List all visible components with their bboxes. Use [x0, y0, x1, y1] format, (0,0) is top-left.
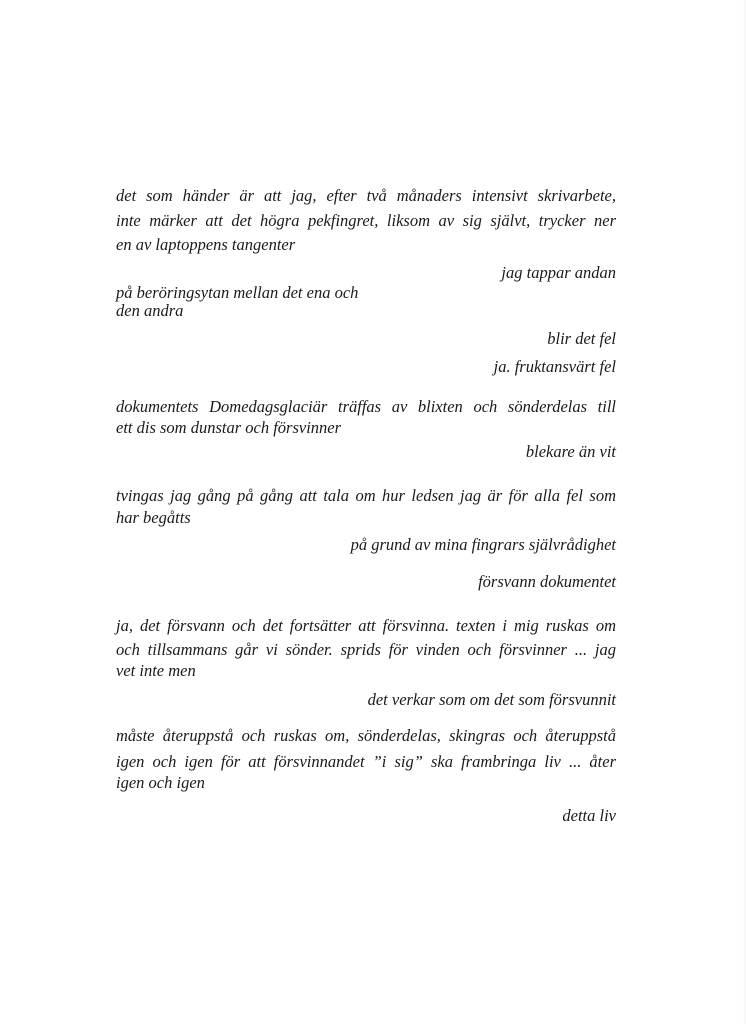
- poem-line: har begåtts: [116, 508, 191, 527]
- poem-line: dokumentets Domedagsglaciär träffas av blixten och sönderdelas till: [116, 397, 616, 416]
- poem-line: igen och igen för att försvinnandet ”i sig” ska frambringa liv ... åter: [116, 752, 616, 771]
- poem-line: inte märker att det högra pekfingret, liksom av sig självt, trycker ner: [116, 211, 616, 230]
- poem-line: igen och igen: [116, 773, 205, 792]
- poem-line: en av laptoppens tangenter: [116, 235, 296, 254]
- poem-line: ja. fruktansvärt fel: [493, 357, 616, 376]
- poem-line: försvann dokumentet: [478, 572, 616, 591]
- poem-line: och tillsammans går vi sönder. sprids för vinden och försvinner ... jag: [116, 640, 616, 659]
- poem-line: det som händer är att jag, efter två månaders intensivt skrivarbete,: [116, 186, 616, 205]
- poem-line: ja, det försvann och det fortsätter att försvinna. texten i mig ruskas om: [116, 616, 616, 635]
- poem-line: detta liv: [562, 806, 616, 825]
- poem-line: på grund av mina fingrars självrådighet: [350, 535, 616, 554]
- poem-line: ett dis som dunstar och försvinner: [116, 418, 342, 437]
- poem-line: blekare än vit: [525, 442, 616, 461]
- poem-line: vet inte men: [116, 661, 196, 680]
- poem-line: tvingas jag gång på gång att tala om hur ledsen jag är för alla fel som: [116, 486, 616, 505]
- poem-line: måste återuppstå och ruskas om, sönderdelas, skingras och återuppstå: [116, 726, 616, 745]
- poem-line: jag tappar andan: [501, 263, 616, 282]
- poem-line: det verkar som om det som försvunnit: [367, 690, 616, 709]
- poem-line: den andra: [116, 301, 184, 320]
- poem-line: blir det fel: [547, 329, 616, 348]
- poem-line: på beröringsytan mellan det ena och: [116, 283, 359, 302]
